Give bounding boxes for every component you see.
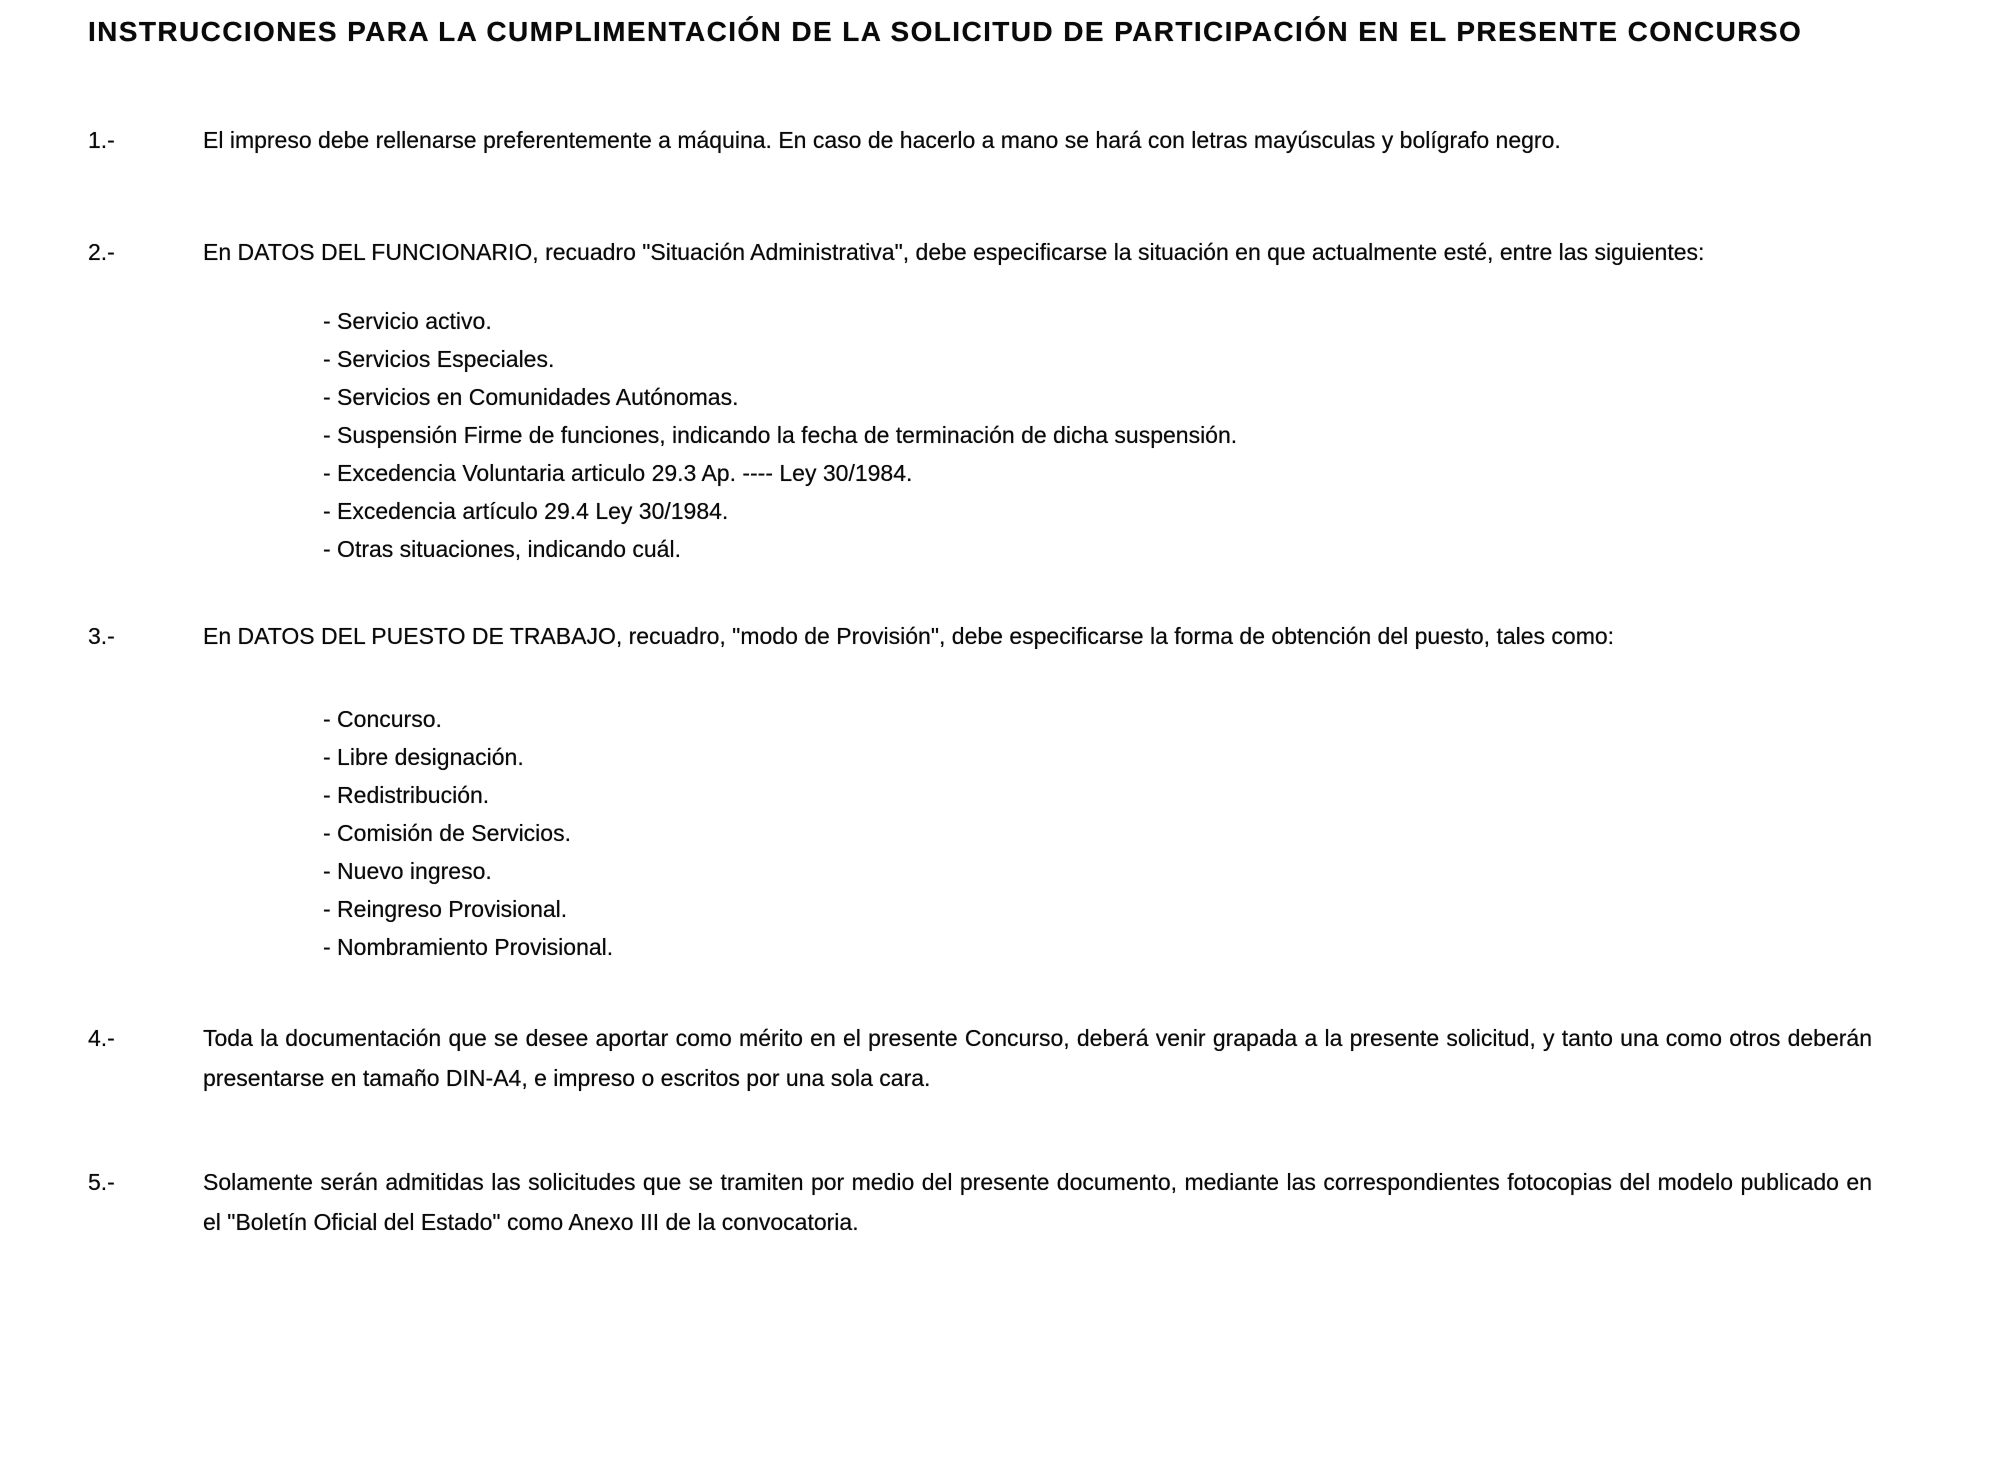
situation-option-4: - Suspensión Firme de funciones, indicando la fecha de terminación de dicha suspensión.	[323, 422, 1238, 448]
administrative-situations-list	[323, 302, 1872, 568]
item-1-body	[203, 120, 1872, 160]
item-3-body	[203, 616, 1872, 966]
item-2-body	[203, 232, 1872, 568]
provision-option-7: - Nombramiento Provisional.	[323, 934, 614, 960]
provision-option-1: - Concurso.	[323, 706, 442, 732]
item-4-body	[203, 1018, 1872, 1098]
provision-modes-list	[323, 700, 1872, 966]
situation-option-2: - Servicios Especiales.	[323, 346, 555, 372]
instruction-item-2	[88, 232, 1872, 568]
situation-option-6: - Excedencia artículo 29.4 Ley 30/1984.	[323, 498, 729, 524]
item-3-number: 3.-	[88, 623, 115, 649]
item-2-text: En DATOS DEL FUNCIONARIO, recuadro "Situación Administrativa", debe especificarse la situación en que actualmente esté, entre las siguientes:	[203, 239, 1705, 265]
instruction-item-3	[88, 616, 1872, 966]
item-5-text: Solamente serán admitidas las solicitudes que se tramiten por medio del presente documento, mediante las correspondientes fotocopias del modelo publicado en el "Boletín Oficial del Estado" como Anexo III de la convocatoria.	[203, 1169, 1872, 1235]
item-4-number: 4.-	[88, 1025, 115, 1051]
document-title: INSTRUCCIONES PARA LA CUMPLIMENTACIÓN DE LA SOLICITUD DE PARTICIPACIÓN EN EL PRESENTE CONCURSO	[88, 16, 1803, 47]
item-2-number: 2.-	[88, 239, 115, 265]
situation-option-3: - Servicios en Comunidades Autónomas.	[323, 384, 739, 410]
provision-option-5: - Nuevo ingreso.	[323, 858, 492, 884]
item-1-text: El impreso debe rellenarse preferentemente a máquina. En caso de hacerlo a mano se hará con letras mayúsculas y bolígrafo negro.	[203, 127, 1561, 153]
provision-option-4: - Comisión de Servicios.	[323, 820, 571, 846]
instruction-item-5	[88, 1162, 1872, 1242]
item-3-text: En DATOS DEL PUESTO DE TRABAJO, recuadro, "modo de Provisión", debe especificarse la forma de obtención del puesto, tales como:	[203, 623, 1615, 649]
situation-option-7: - Otras situaciones, indicando cuál.	[323, 536, 681, 562]
item-5-body	[203, 1162, 1872, 1242]
instruction-item-4	[88, 1018, 1872, 1098]
item-4-text: Toda la documentación que se desee aportar como mérito en el presente Concurso, deberá venir grapada a la presente solicitud, y tanto una como otros deberán presentarse en tamaño DIN-A4, e impreso o escritos por una sola cara.	[203, 1025, 1872, 1091]
provision-option-6: - Reingreso Provisional.	[323, 896, 568, 922]
item-1-number: 1.-	[88, 127, 115, 153]
situation-option-1: - Servicio activo.	[323, 308, 492, 334]
item-5-number: 5.-	[88, 1169, 115, 1195]
provision-option-2: - Libre designación.	[323, 744, 524, 770]
instruction-item-1	[88, 120, 1872, 160]
provision-option-3: - Redistribución.	[323, 782, 490, 808]
situation-option-5: - Excedencia Voluntaria articulo 29.3 Ap. ---- Ley 30/1984.	[323, 460, 913, 486]
